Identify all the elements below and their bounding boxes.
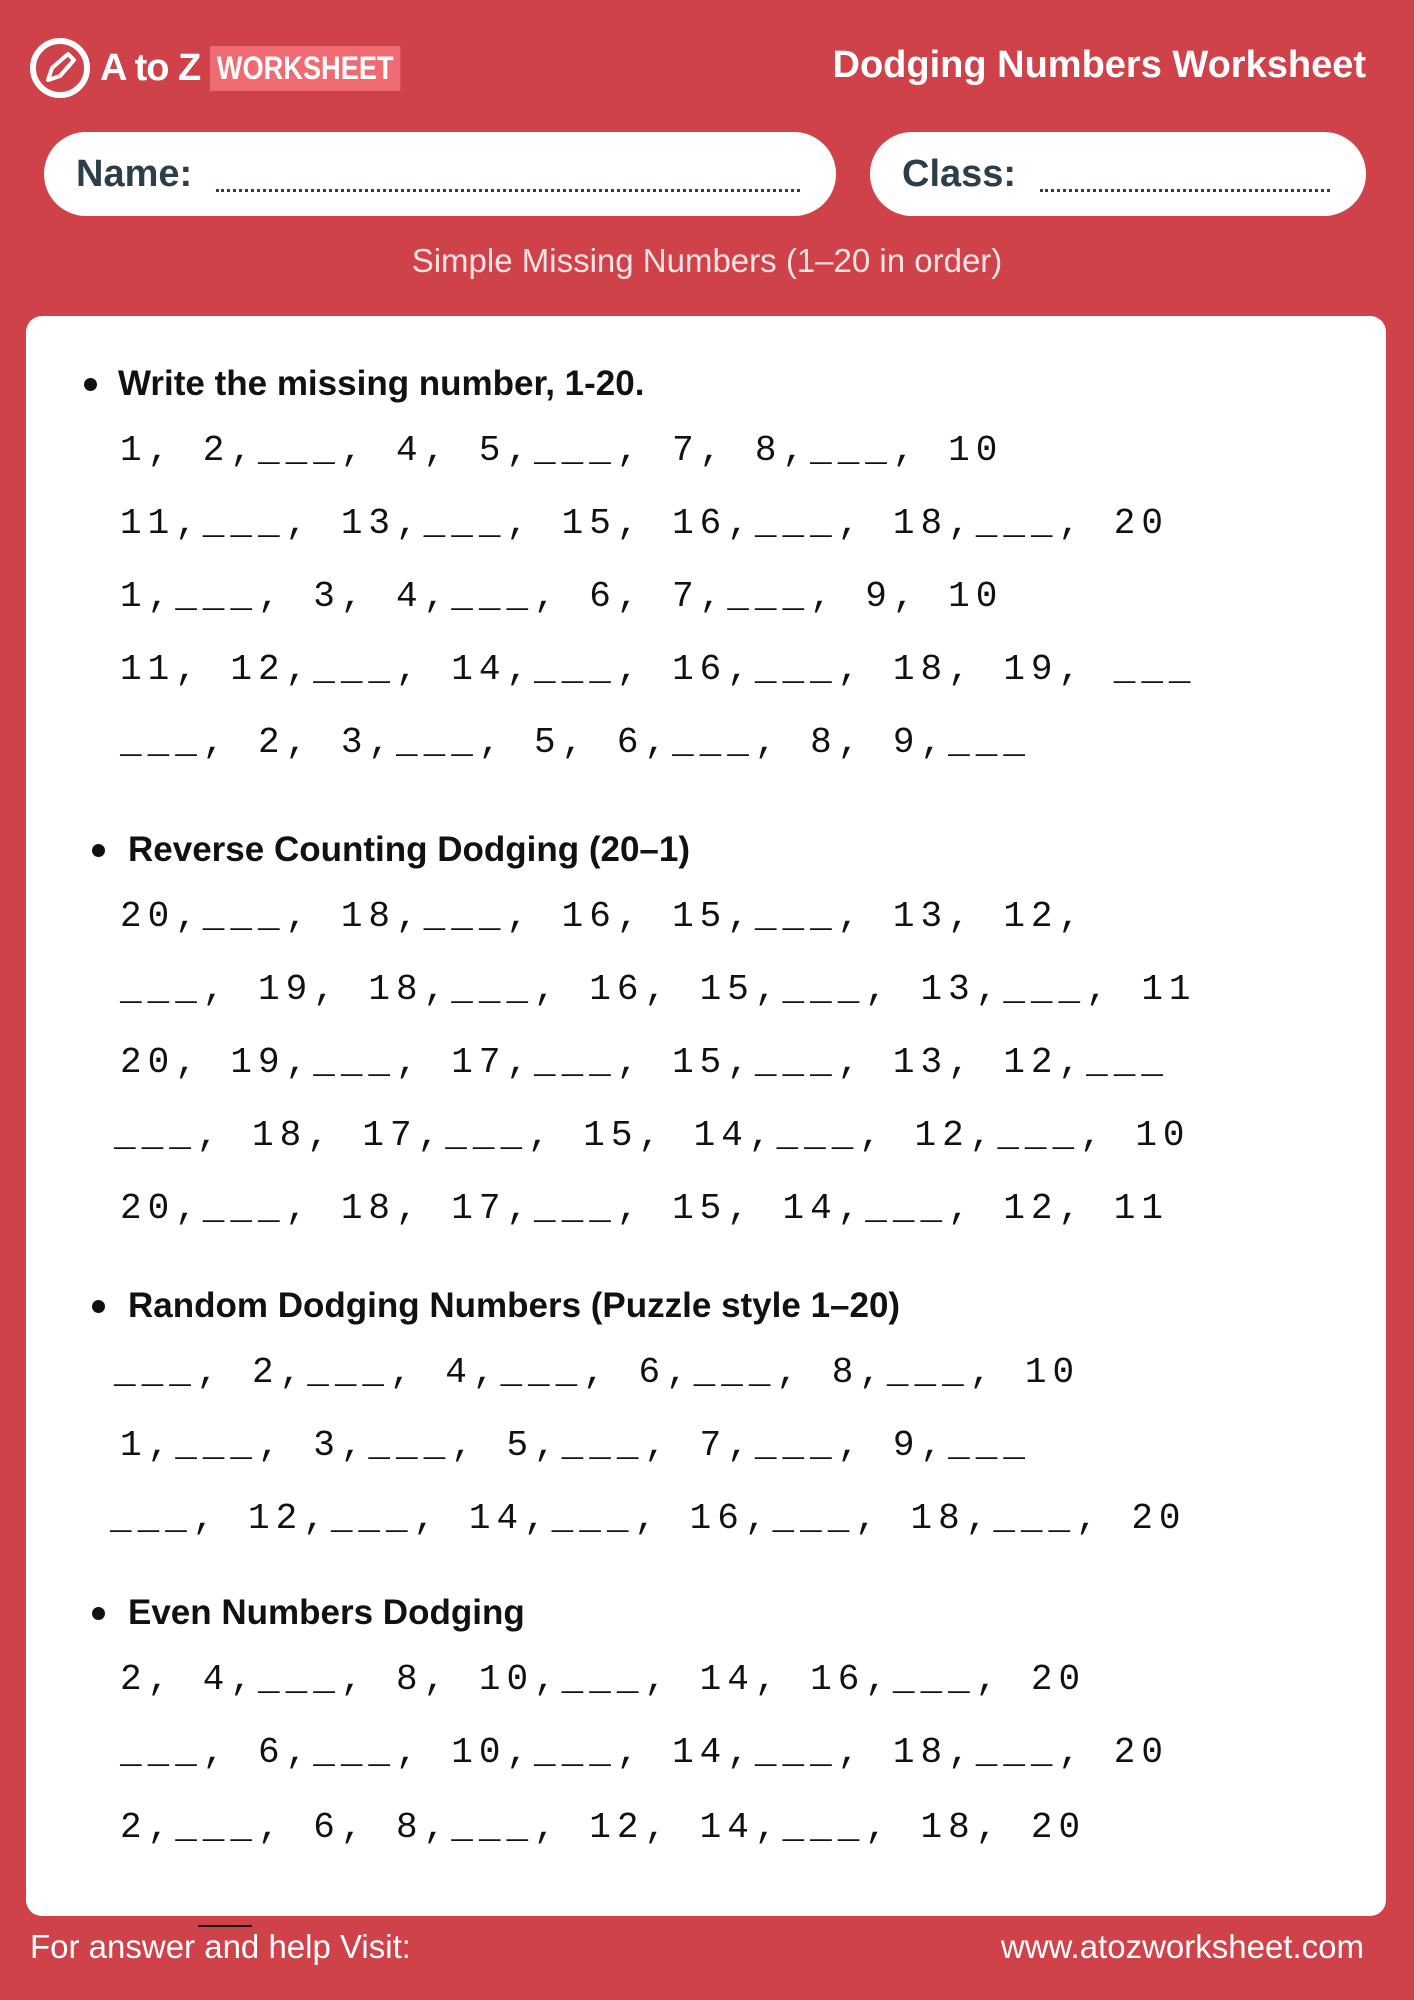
section-title: Reverse Counting Dodging (20–1)	[128, 830, 691, 869]
bullet-icon	[92, 844, 105, 857]
stray-line	[198, 1925, 252, 1927]
bullet-icon	[92, 1300, 105, 1313]
header	[0, 0, 1414, 130]
section-title: Write the missing number, 1-20.	[118, 364, 645, 403]
section-title: Random Dodging Numbers (Puzzle style 1–20)	[128, 1286, 901, 1325]
footer-website-link[interactable]: www.atozworksheet.com	[1000, 1928, 1364, 1965]
number-line: ___, 18, 17,___, 15, 14,___, 12,___, 10	[114, 1115, 1191, 1156]
name-field[interactable]	[44, 132, 836, 216]
number-line: 1,___, 3,___, 5,___, 7,___, 9,___	[120, 1425, 1031, 1466]
number-line: 2,___, 6, 8,___, 12, 14,___, 18, 20	[120, 1807, 1087, 1848]
class-label: Class:	[902, 152, 1017, 195]
bullet-icon	[92, 1607, 105, 1620]
number-line: 20, 19,___, 17,___, 15,___, 13, 12,___	[120, 1042, 1169, 1083]
logo[interactable]	[30, 38, 434, 98]
number-line: ___, 6,___, 10,___, 14,___, 18,___, 20	[120, 1732, 1169, 1773]
section-title: Even Numbers Dodging	[128, 1593, 525, 1632]
name-label: Name:	[76, 152, 193, 195]
number-line: 20,___, 18,___, 16, 15,___, 13, 12,	[120, 896, 1087, 937]
number-line: ___, 19, 18,___, 16, 15,___, 13,___, 11	[120, 969, 1197, 1010]
footer-help-text: For answer and help Visit:	[30, 1928, 411, 1965]
number-line: 1,___, 3, 4,___, 6, 7,___, 9, 10	[120, 576, 1004, 617]
subtitle: Simple Missing Numbers (1–20 in order)	[411, 242, 1003, 279]
worksheet-card	[26, 316, 1386, 1916]
number-line: 20,___, 18, 17,___, 15, 14,___, 12, 11	[120, 1188, 1169, 1229]
logo-tag: WORKSHEET	[210, 46, 400, 91]
name-dotted-line	[216, 189, 800, 192]
page-title: Dodging Numbers Worksheet	[832, 44, 1366, 86]
number-line: 11, 12,___, 14,___, 16,___, 18, 19, ___	[120, 649, 1197, 690]
number-line: ___, 2,___, 4,___, 6,___, 8,___, 10	[114, 1352, 1081, 1393]
pencil-logo-icon	[30, 38, 90, 98]
class-field[interactable]	[870, 132, 1366, 216]
number-line: 1, 2,___, 4, 5,___, 7, 8,___, 10	[120, 430, 1004, 471]
bullet-icon	[84, 378, 97, 391]
number-line: 2, 4,___, 8, 10,___, 14, 16,___, 20	[120, 1659, 1087, 1700]
class-dotted-line	[1040, 189, 1330, 192]
number-line: 11,___, 13,___, 15, 16,___, 18,___, 20	[120, 503, 1169, 544]
number-line: ___, 12,___, 14,___, 16,___, 18,___, 20	[110, 1498, 1187, 1539]
number-line: ___, 2, 3,___, 5, 6,___, 8, 9,___	[120, 722, 1031, 763]
logo-text: A to Z	[100, 46, 201, 89]
